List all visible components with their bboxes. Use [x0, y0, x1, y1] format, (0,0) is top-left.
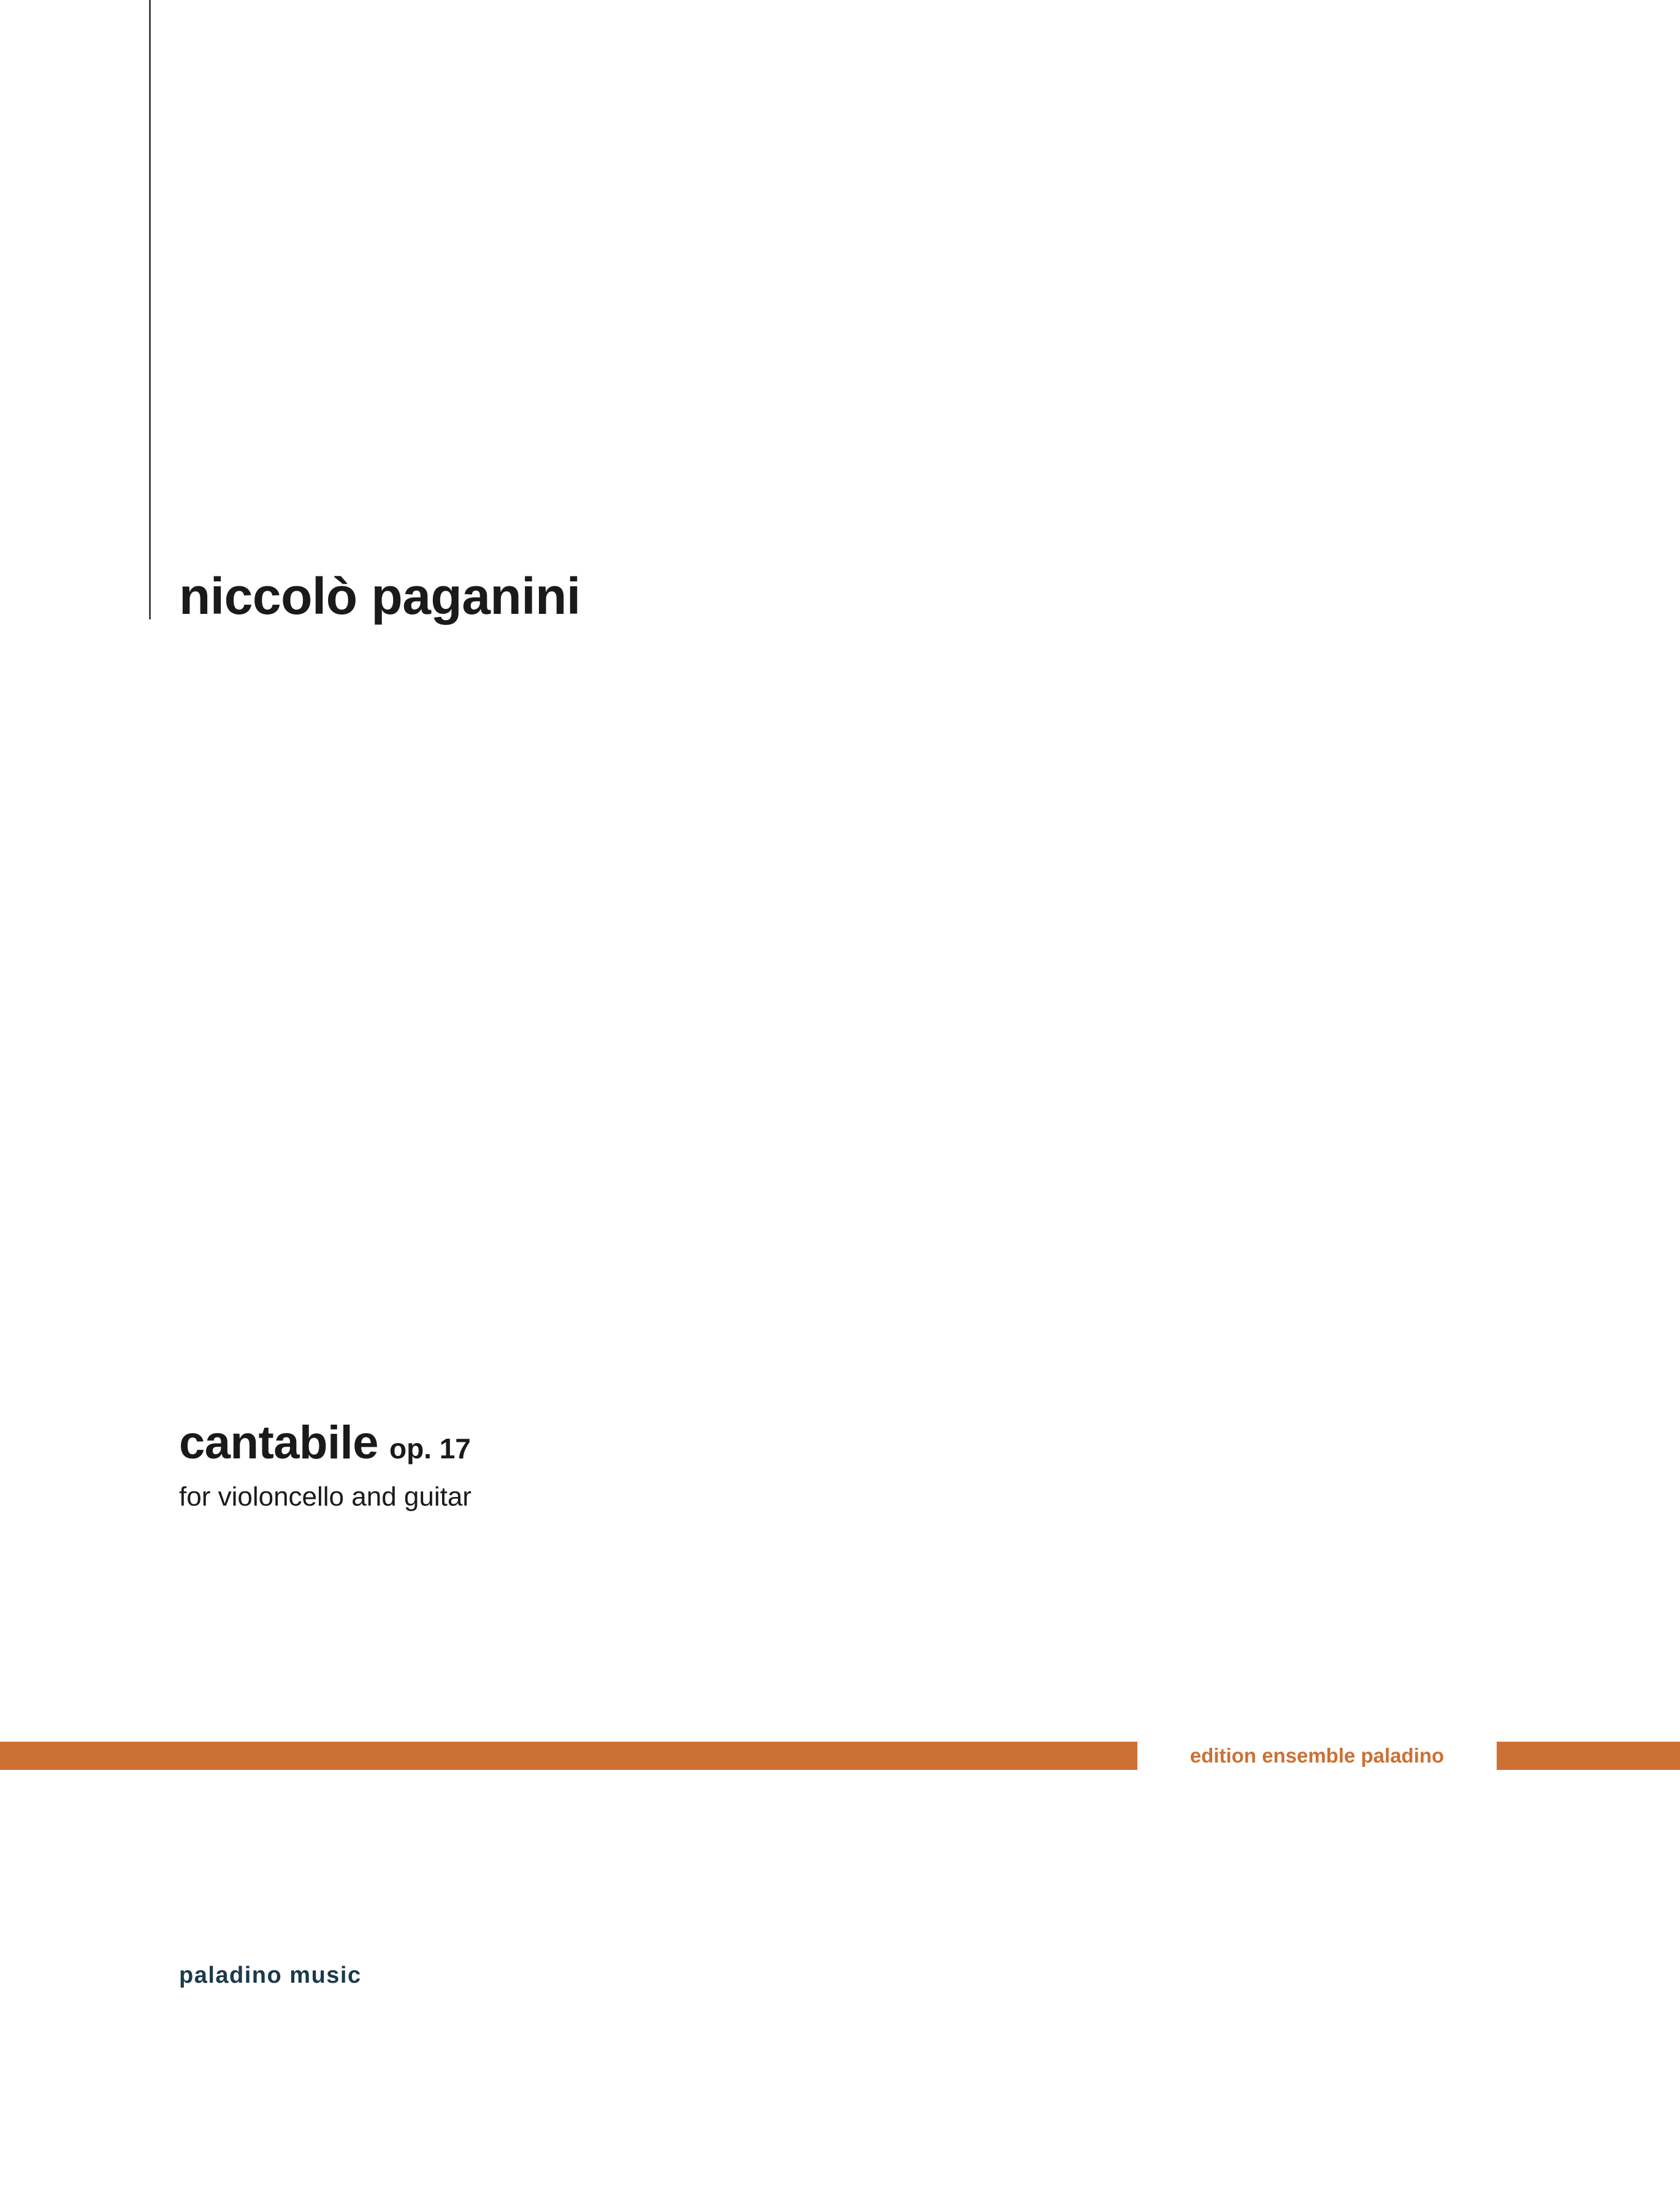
series-band-right-bar	[1497, 1742, 1680, 1770]
work-title: cantabile	[179, 1417, 378, 1469]
title-line	[179, 1417, 472, 1469]
series-band	[0, 1742, 1680, 1770]
publisher-logo: paladino music	[179, 1962, 362, 1988]
instrumentation: for violoncello and guitar	[179, 1482, 472, 1512]
title-block	[179, 1417, 472, 1514]
decorative-vertical-rule	[149, 0, 151, 619]
composer-name: niccolò paganini	[179, 567, 581, 625]
opus-number: op. 17	[389, 1433, 471, 1464]
series-band-left-bar	[0, 1742, 1137, 1770]
series-label: edition ensemble paladino	[1137, 1742, 1497, 1770]
